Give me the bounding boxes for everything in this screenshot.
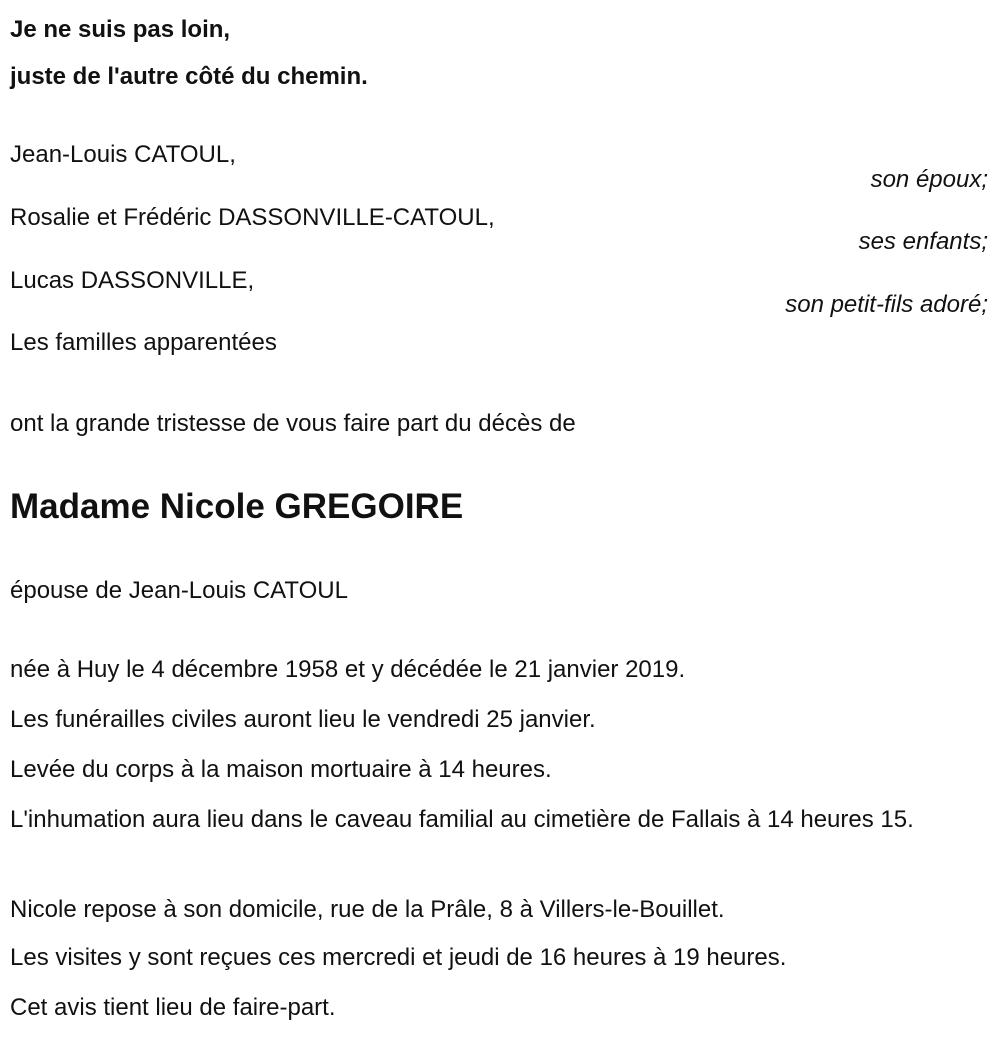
epitaph-line-1: Je ne suis pas loin, [10, 16, 231, 43]
detail-line: née à Huy le 4 décembre 1958 et y décédée le 21 janvier 2019. [10, 656, 686, 683]
detail-line: Levée du corps à la maison mortuaire à 14 heures. [10, 756, 552, 783]
family-member-name: Jean-Louis CATOUL, [10, 141, 236, 168]
spouse-line: épouse de Jean-Louis CATOUL [10, 577, 348, 604]
announcement: ont la grande tristesse de vous faire part du décès de [10, 410, 576, 437]
family-member-name: Lucas DASSONVILLE, [10, 267, 255, 294]
detail-line: Nicole repose à son domicile, rue de la Prâle, 8 à Villers-le-Bouillet. [10, 896, 725, 923]
family-member-name: Rosalie et Frédéric DASSONVILLE-CATOUL, [10, 204, 495, 231]
families-line: Les familles apparentées [10, 329, 277, 356]
deceased-name: Madame Nicole GREGOIRE [10, 487, 464, 526]
detail-line: Les visites y sont reçues ces mercredi et jeudi de 16 heures à 19 heures. [10, 944, 787, 971]
family-member-relation: son époux; [870, 166, 988, 193]
epitaph-line-2: juste de l'autre côté du chemin. [10, 63, 368, 90]
family-member-relation: son petit-fils adoré; [785, 291, 988, 318]
family-member-relation: ses enfants; [858, 228, 988, 255]
detail-line: Les funérailles civiles auront lieu le vendredi 25 janvier. [10, 706, 596, 733]
detail-line: L'inhumation aura lieu dans le caveau familial au cimetière de Fallais à 14 heures 15. [10, 806, 914, 833]
detail-line: Cet avis tient lieu de faire-part. [10, 994, 336, 1021]
